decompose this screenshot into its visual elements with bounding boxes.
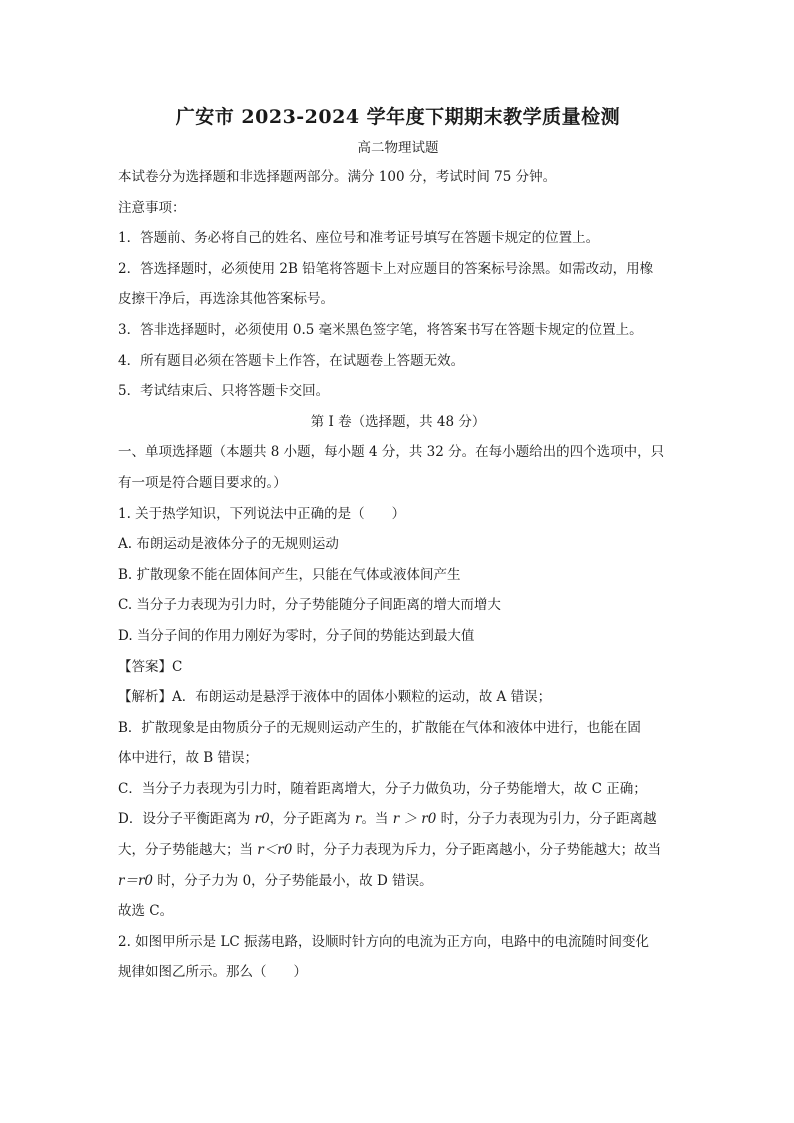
- analysis-c: C．当分子力表现为引力时，随着距离增大，分子力做负功，分子势能增大，故 C 正确；: [118, 780, 647, 797]
- analysis-d-text: 。当: [361, 811, 393, 828]
- question-2-stem: 2. 如图甲所示是 LC 振荡电路，设顺时针方向的电流为正方向，电路中的电流随时间变化: [118, 933, 650, 950]
- page-title: 广安市 2023-2024 学年度下期期末教学质量检测: [175, 106, 621, 128]
- question-1-option-d: D. 当分子间的作用力刚好为零时，分子间的势能达到最大值: [118, 627, 475, 644]
- section-title: 第 I 卷（选择题，共 48 分）: [310, 413, 486, 430]
- analysis-d-text: 时，分子力表现为引力，分子距离越: [436, 811, 657, 828]
- analysis-d-cont: [118, 835, 678, 866]
- analysis-d-end: [118, 866, 678, 897]
- note-item: 5．考试结束后、只将答题卡交回。: [118, 383, 330, 400]
- question-1-option-a: A. 布朗运动是液体分子的无规则运动: [118, 536, 339, 553]
- part-one-instructions: 有一项是符合题目要求的。）: [118, 474, 287, 491]
- analysis-b-cont: 体中进行，故 B 错误；: [118, 750, 259, 767]
- analysis-d-text: ，分子距离为: [269, 811, 355, 828]
- analysis-d-text: 时，分子力为 0，分子势能最小，故 D 错误。: [153, 872, 433, 889]
- note-item: 3．答非选择题时，必须使用 0.5 毫米黑色签字笔，将答案书写在答题卡规定的位置上。: [118, 321, 643, 338]
- question-1-answer: 【答案】C: [118, 658, 183, 675]
- formula-r-gt-r0: r ＞ r0: [392, 811, 437, 828]
- note-item: 皮擦干净后，再选涂其他答案标号。: [118, 291, 334, 308]
- analysis-d-text: D．设分子平衡距离为: [118, 811, 255, 828]
- intro-text: 本试卷分为选择题和非选择题两部分。满分 100 分，考试时间 75 分钟。: [118, 169, 557, 185]
- analysis-d-text: 时，分子力表现为斥力，分子距离越小，分子势能越大；故当: [292, 842, 662, 859]
- question-1-option-c: C. 当分子力表现为引力时，分子势能随分子间距离的增大而增大: [118, 597, 501, 614]
- analysis-d-text: 大，分子势能越大；当: [118, 842, 258, 859]
- formula-r-lt-r0: r＜r0: [257, 842, 293, 859]
- question-2-stem-cont: 规律如图乙所示。那么（ ）: [118, 964, 307, 981]
- analysis-a: 【解析】A．布朗运动是悬浮于液体中的固体小颗粒的运动，故 A 错误；: [118, 689, 552, 706]
- part-one-instructions: 一、单项选择题（本题共 8 小题，每小题 4 分，共 32 分。在每小题给出的四个选项中，只: [118, 444, 665, 461]
- exam-page: [118, 100, 678, 988]
- analysis-d: [118, 804, 678, 835]
- notes-heading: 注意事项：: [118, 199, 186, 216]
- page-subtitle: 高二物理试题: [357, 140, 439, 156]
- analysis-b: B．扩散现象是由物质分子的无规则运动产生的，扩散能在气体和液体中进行，也能在固: [118, 719, 641, 736]
- formula-r: r: [354, 811, 362, 828]
- formula-r-eq-r0: r＝r0: [118, 872, 153, 889]
- question-1-conclusion: 故选 C。: [118, 903, 174, 920]
- note-item: 1．答题前、务必将自己的姓名、座位号和准考证号填写在答题卡规定的位置上。: [118, 230, 600, 247]
- formula-r0: r0: [254, 811, 270, 828]
- note-item: 2．答选择题时，必须使用 2B 铅笔将答题卡上对应题目的答案标号涂黑。如需改动，用橡: [118, 260, 654, 277]
- note-item: 4．所有题目必须在答题卡上作答，在试题卷上答题无效。: [118, 352, 465, 369]
- question-1-stem: 1. 关于热学知识，下列说法中正确的是（ ）: [118, 505, 406, 522]
- question-1-option-b: B. 扩散现象不能在固体间产生，只能在气体或液体间产生: [118, 566, 461, 583]
